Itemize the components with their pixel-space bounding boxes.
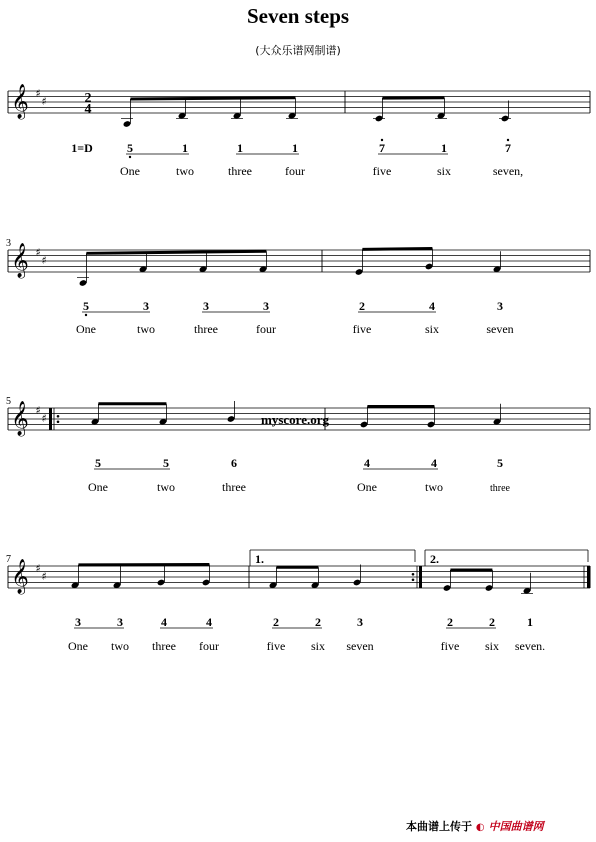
sharp-icon: ♯	[41, 254, 47, 267]
jianpu-digit: 4	[431, 456, 437, 470]
lyric-word: six	[484, 639, 500, 653]
lyric-word: two	[425, 480, 443, 494]
jianpu-digit: 4	[429, 299, 435, 313]
lyric-word: three	[222, 480, 246, 494]
lyric-word: One	[120, 164, 140, 178]
repeat-start-thick-bar	[49, 408, 52, 430]
lyric-word: six	[310, 639, 326, 653]
sharp-icon: ♯	[35, 404, 41, 417]
lyric-word: seven,	[492, 164, 524, 178]
lyric-word: three	[194, 322, 218, 336]
final-thick-bar	[587, 566, 591, 588]
repeat-dot	[412, 578, 415, 581]
score-subtitle: (大众乐谱网制谱)	[255, 44, 341, 57]
lyric-word: three	[152, 639, 176, 653]
sharp-icon: ♯	[35, 562, 41, 575]
repeat-dot	[57, 415, 60, 418]
jianpu-digit: 2	[489, 615, 495, 629]
repeat-end-thick-bar	[419, 566, 422, 588]
lyric-word: three	[228, 164, 252, 178]
volta-second-label: 2.	[430, 552, 439, 566]
lyric-word: six	[436, 164, 452, 178]
jianpu-digit: 4	[161, 615, 167, 629]
treble-clef-icon: 𝄞	[11, 84, 29, 119]
lyric-word: One	[88, 480, 108, 494]
beam	[362, 249, 432, 250]
treble-clef-icon: 𝄞	[11, 559, 29, 594]
jianpu-digit: 3	[143, 299, 149, 313]
jianpu-digit: 6	[231, 456, 237, 470]
jianpu-digit: 4	[206, 615, 212, 629]
lyric-word: two	[111, 639, 129, 653]
sharp-icon: ♯	[35, 246, 41, 259]
upload-footer	[406, 818, 544, 834]
lyric-word: One	[76, 322, 96, 336]
sharp-icon: ♯	[41, 412, 47, 425]
treble-clef-icon: 𝄞	[11, 401, 29, 436]
repeat-dot	[57, 420, 60, 423]
jianpu-digit: 3	[357, 615, 363, 629]
lyric-word: seven	[346, 639, 374, 653]
jianpu-digit: 1	[292, 141, 298, 155]
jianpu-digit: 2	[273, 615, 279, 629]
jianpu-digit: 7	[379, 141, 385, 155]
jianpu-digit: 1	[441, 141, 447, 155]
jianpu-digit: 5	[127, 141, 133, 155]
sharp-icon: ♯	[41, 570, 47, 583]
lyric-word: five	[352, 322, 372, 336]
lyric-word: seven.	[514, 639, 546, 653]
time-signature-top: 2	[84, 91, 92, 106]
jianpu-digit: 3	[75, 615, 81, 629]
lyric-word: One	[357, 480, 377, 494]
measure-number: 3	[6, 238, 11, 249]
measure-number: 5	[6, 396, 11, 407]
jianpu-low-dot	[129, 156, 131, 158]
lyric-word: seven	[486, 322, 514, 336]
jianpu-digit: 4	[364, 456, 370, 470]
jianpu-digit: 1	[182, 141, 188, 155]
jianpu-digit: 2	[447, 615, 453, 629]
jianpu-digit: 5	[497, 456, 503, 470]
jianpu-digit: 3	[497, 299, 503, 313]
lyric-word: six	[424, 322, 440, 336]
lyric-word: One	[68, 639, 88, 653]
lyric-word: two	[157, 480, 175, 494]
watermark: myscore.org	[261, 412, 329, 427]
jianpu-digit: 1	[527, 615, 533, 629]
sharp-icon: ♯	[41, 95, 47, 108]
jianpu-high-dot	[507, 139, 509, 141]
treble-clef-icon: 𝄞	[11, 243, 29, 278]
score-title: Seven steps	[246, 4, 350, 28]
repeat-dot	[412, 573, 415, 576]
lyric-word: five	[440, 639, 460, 653]
lyric-word: two	[176, 164, 194, 178]
jianpu-digit: 5	[163, 456, 169, 470]
lyric-word: four	[285, 164, 305, 178]
lyric-word: four	[199, 639, 219, 653]
jianpu-digit: 7	[505, 141, 511, 155]
jianpu-digit: 2	[359, 299, 365, 313]
jianpu-low-dot	[85, 314, 87, 316]
footer-brand[interactable]: 中国曲谱网	[488, 820, 544, 833]
beam	[130, 98, 295, 99]
lyric-word: three	[490, 483, 510, 494]
beam	[86, 251, 266, 253]
measure-number: 7	[6, 554, 11, 565]
jianpu-digit: 5	[95, 456, 101, 470]
lyric-word: four	[256, 322, 276, 336]
jianpu-digit: 3	[263, 299, 269, 313]
volta-first-label: 1.	[255, 552, 264, 566]
jianpu-digit: 5	[83, 299, 89, 313]
lyric-word: two	[137, 322, 155, 336]
time-signature-bottom: 4	[84, 102, 92, 117]
sharp-icon: ♯	[35, 87, 41, 100]
jianpu-digit: 3	[117, 615, 123, 629]
jianpu-digit: 2	[315, 615, 321, 629]
footer-text: 本曲谱上传于	[406, 820, 472, 833]
jianpu-digit: 1	[237, 141, 243, 155]
site-logo-icon: ◐	[475, 822, 485, 833]
key-label: 1=D	[71, 141, 93, 155]
jianpu-high-dot	[381, 139, 383, 141]
lyric-word: five	[266, 639, 286, 653]
lyric-word: five	[372, 164, 392, 178]
jianpu-digit: 3	[203, 299, 209, 313]
